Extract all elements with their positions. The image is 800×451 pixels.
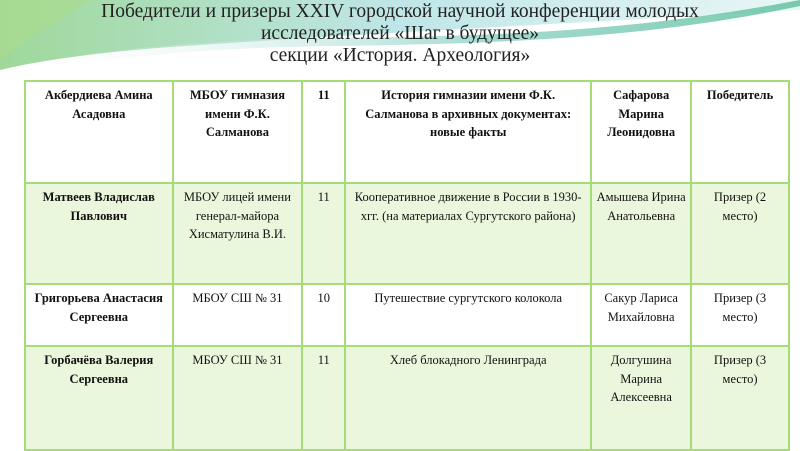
topic: Кооперативное движение в России в 1930-хгг. (на материалах Сургутского района): [345, 183, 591, 284]
grade: 11: [302, 183, 345, 284]
title-line-2: исследователей «Шаг в будущее»: [261, 23, 539, 44]
school: МБОУ СШ № 31: [173, 346, 303, 450]
grade: 10: [302, 284, 345, 346]
table-row: [25, 346, 789, 450]
winners-table: [24, 80, 790, 451]
grade: 11: [302, 346, 345, 450]
result: Призер (3 место): [691, 284, 789, 346]
topic: Хлеб блокадного Ленинграда: [345, 346, 591, 450]
slide-title: [0, 1, 800, 67]
school: МБОУ лицей имени генерал-майора Хисматулина В.И.: [173, 183, 303, 284]
result: Призер (2 место): [691, 183, 789, 284]
table-row: [25, 183, 789, 284]
supervisor: Долгушина Марина Алексеевна: [591, 346, 691, 450]
title-line-3: секции «История. Археология»: [269, 45, 531, 66]
school: МБОУ гимназия имени Ф.К. Салманова: [173, 81, 303, 183]
participant-name: Горбачёва Валерия Сергеевна: [25, 346, 173, 450]
grade: 11: [302, 81, 345, 183]
supervisor: Амышева Ирина Анатольевна: [591, 183, 691, 284]
result: Победитель: [691, 81, 789, 183]
participant-name: Акбердиева Амина Асадовна: [25, 81, 173, 183]
topic: История гимназии имени Ф.К. Салманова в архивных документах: новые факты: [345, 81, 591, 183]
table-row: [25, 284, 789, 346]
participant-name: Матвеев Владислав Павлович: [25, 183, 173, 284]
supervisor: Сакур Лариса Михайловна: [591, 284, 691, 346]
school: МБОУ СШ № 31: [173, 284, 303, 346]
supervisor: Сафарова Марина Леонидовна: [591, 81, 691, 183]
table-row: [25, 81, 789, 183]
topic: Путешествие сургутского колокола: [345, 284, 591, 346]
participant-name: Григорьева Анастасия Сергеевна: [25, 284, 173, 346]
title-line-1: Победители и призеры XXIV городской научной конференции молодых: [101, 1, 699, 22]
result: Призер (3 место): [691, 346, 789, 450]
